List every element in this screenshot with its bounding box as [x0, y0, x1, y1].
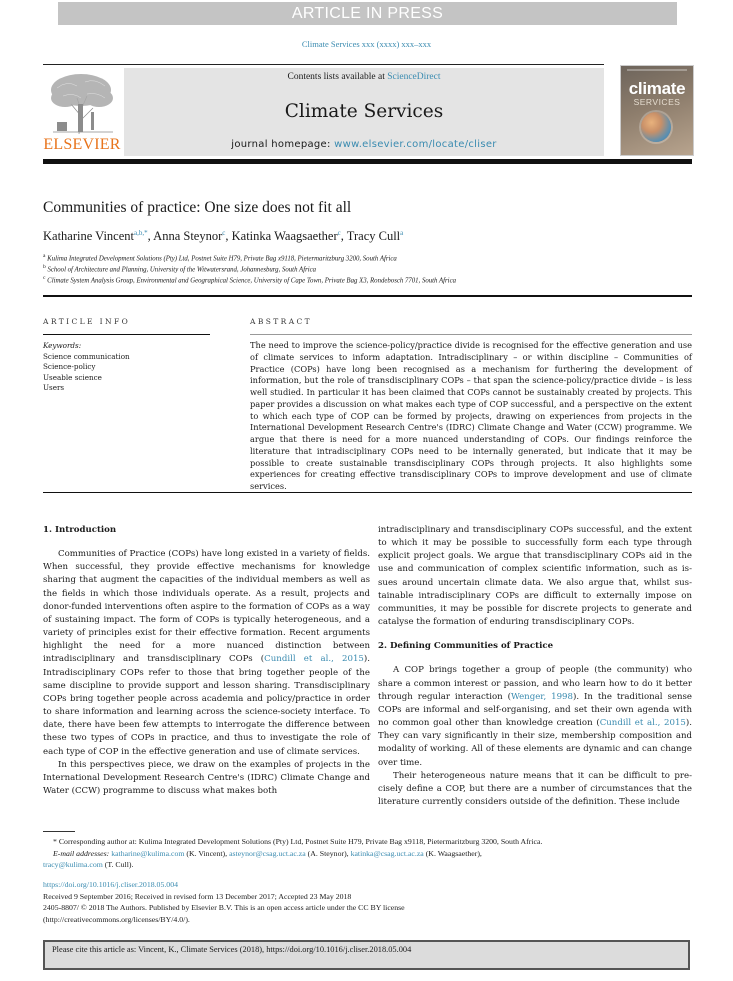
author-list	[43, 229, 403, 244]
body-column-left	[43, 524, 370, 798]
journal-cover-image[interactable]	[620, 65, 694, 156]
cover-title: climate	[628, 79, 686, 98]
journal-homepage-link[interactable]: www.elsevier.com/locate/cliser	[334, 139, 497, 150]
keyword: Science-policy	[43, 362, 96, 372]
contents-prefix: Contents lists available at	[287, 72, 388, 82]
footnote-rule	[43, 831, 75, 832]
paragraph: Their heterogeneous nature means that it can be difficult to precisely define a COP, but there are a number of circumstances that the literature currently considers outside of the definition. These include	[378, 770, 692, 807]
journal-masthead	[124, 68, 604, 156]
corresponding-author-note: * Corresponding author at: Kulima Integrated Development Solutions (Pty) Ltd, Postnet Suite H79, Private Bag x9118, Pietermaritzburg 3200, South Africa.	[53, 837, 543, 846]
email-link[interactable]: katharine@kulima.com	[111, 848, 185, 858]
paragraph: Communities of Practice (COPs) have long existed in a variety of fields. When successful, they provide effective mechanisms for knowledge sharing that augment the capacities of the individual members as well as the fields in which those individuals operate. As a result, projects and donor-funded interventions often aspire to the formation of COPs as a way of sustaining impact. The form of COPs is typically heterogeneous, and a variety of principles exist for their effective formation. Recent arguments highlight the need for a more nuanced distinction between intradisciplinary and transdisciplinary COPs (Cundill et al., 2015). Intradisciplinary COPs refer to those that bring together people of the same discipline to provide support and lesson sharing. Transdisciplinary COPs bring together people across academia and policy/practice in order to share information and learning across the science-society interface. To date, there have been few attempts to interrogate the difference between these two types of COPs in practice, and thus to investigate the role of each type of COP in the effective generation and use of climate services.	[43, 549, 370, 757]
elsevier-wordmark: ELSEVIER	[43, 136, 121, 153]
article-info-rule	[43, 334, 210, 335]
keyword: Users	[43, 383, 65, 393]
section-heading: 1. Introduction	[43, 525, 117, 535]
author[interactable]: Anna Steynor$^c$,	[153, 228, 232, 243]
paragraph: A COP brings together a group of people (the community) who share a common interest or passion, and who learn how to do it better through regular interaction (Wenger, 1998). In the traditional sense COPs are informal and self-organising, and set their own agenda with no common goal other than knowledge creation (Cundill et al., 2015). They can vary significantly in their size, membership composition and modality of working. All of these elements are dynamic and can change over time.	[378, 665, 692, 768]
globe-icon	[641, 112, 671, 142]
abstract-heading: ABSTRACT	[250, 317, 313, 326]
author[interactable]: Tracy Cull$^a$	[346, 228, 404, 243]
publication-info	[43, 879, 692, 925]
article-in-press-banner: ARTICLE IN PRESS	[58, 2, 677, 25]
author[interactable]: Katharine Vincent$^{a,b,*}$,	[43, 228, 154, 243]
cover-subtitle: SERVICES	[633, 97, 681, 107]
abstract-text: The need to improve the science-policy/practice divide is recognised for the effective generation and use of climate services to inform adaptation. Intradisciplinary – or within discipline – Communities of Practice (COPs) have long been recognised as a mechanism for furthering the development of information, but the role of transdisciplinary COPs – that span the science-policy/practice divide – is less well studied. In particular it has been claimed that COPs cannot be sustainably created by projects. This paper provides a discussion on what makes each type of COP successful, and a perspective on the extent to which each type of COP can be formed by projects, drawing on experiences from projects in the International Development Research Centre's (IDRC) Climate Change and Water (CCW) programme. We argue that there is need for a more nuanced understanding of COPs. Our findings reinforce the literature that intradisciplinary COPs need to be internally generated, but indicate that it may be possible to create sustainable transdisciplinary COPs through projects. It also highlights some experiences for creating effective transdisciplinary COPs to improve development and use of climate services.	[250, 340, 692, 491]
keyword: Useable science	[43, 372, 102, 382]
email-link[interactable]: tracy@kulima.com	[43, 860, 103, 869]
affiliation: $^b$ School of Architecture and Planning, University of the Witwatersrand, Johannesburg, South Africa	[43, 264, 317, 274]
article-info-heading: ARTICLE INFO	[43, 317, 131, 326]
section-rule	[43, 295, 692, 297]
license-url: (http://creativecommons.org/licenses/BY/4.0/).	[43, 914, 190, 924]
section-rule	[43, 492, 692, 493]
homepage-prefix: journal homepage:	[231, 139, 335, 150]
cover-top-strip	[627, 69, 687, 71]
license-text: 2405-8807/ © 2018 The Authors. Published by Elsevier B.V. This is an open access article under the CC BY license	[43, 903, 405, 912]
received-dates: Received 9 September 2016; Received in revised form 13 December 2017; Accepted 23 May 2018	[43, 891, 352, 901]
citation-box	[43, 940, 690, 970]
citation-link[interactable]: Cundill et al., 2015	[599, 718, 686, 729]
email-addresses: E-mail addresses: katharine@kulima.com (K. Vincent), asteynor@csag.uct.ac.za (A. Steynor), katinka@csag.uct.ac.za (K. Waagsaether),	[53, 848, 482, 858]
contents-line	[124, 72, 604, 82]
email-link[interactable]: asteynor@csag.uct.ac.za	[229, 848, 306, 858]
paragraph: In this perspectives piece, we draw on the examples of projects in the International Development Research Centre's (IDRC) Climate Change and Water (CCW) programme to discuss what makes both	[43, 759, 370, 796]
keywords-block	[43, 341, 130, 394]
citation-text: Please cite this article as: Vincent, K., Climate Services (2018), https://doi.org/10.1016/j.cliser.2018.05.004	[52, 945, 412, 954]
journal-reference[interactable]: Climate Services xxx (xxxx) xxx–xxx	[301, 39, 432, 49]
elsevier-tree-icon	[43, 70, 121, 136]
journal-name: Climate Services	[284, 101, 444, 122]
affiliation: $^a$ Kulima Integrated Development Solutions (Pty) Ltd, Postnet Suite H79, Private Bag x9118, Pietermaritzburg 3200, South Africa	[43, 253, 397, 263]
header-top-rule	[43, 64, 604, 65]
citation-link[interactable]: Wenger, 1998	[510, 691, 573, 702]
email-link[interactable]: katinka@csag.uct.ac.za	[350, 848, 424, 858]
footnotes	[43, 836, 692, 871]
keyword: Science communication	[43, 351, 130, 361]
affiliation: $^c$ Climate System Analysis Group, Environmental and Geographical Science, University of Cape Town, Private Bag X3, Rondebosch 7701, South Africa	[43, 275, 456, 285]
elsevier-logo[interactable]	[43, 70, 121, 154]
header-thick-rule	[43, 159, 692, 164]
email-addresses-cont: tracy@kulima.com (T. Cull).	[43, 860, 134, 869]
citation-link[interactable]: Cundill et al., 2015	[264, 654, 364, 665]
homepage-line	[124, 139, 604, 150]
paragraph: intradisciplinary and transdisciplinary COPs successful, and the extent to which it may be possible to successfully form each type through explicit project goals. We argue that transdisciplinary COPs aid in the use and communication of complex scientific information, such as issues around uncertain climate data. We also argue that, whilst sustainable intradisciplinary COPs are difficult to externally impose on communities, it may be possible for discrete projects to generate and catalyse the formation of enduring transdisciplinary COPs.	[378, 525, 692, 628]
body-column-right	[378, 524, 692, 809]
sciencedirect-link[interactable]: ScienceDirect	[387, 72, 441, 82]
author[interactable]: Katinka Waagsaether$^c$,	[231, 228, 347, 243]
article-title: Communities of practice: One size does not fit all	[43, 199, 352, 216]
section-heading: 2. Defining Communities of Practice	[378, 641, 554, 652]
doi-link[interactable]: https://doi.org/10.1016/j.cliser.2018.05.004	[43, 880, 179, 889]
keywords-label: Keywords:	[43, 341, 82, 350]
abstract-rule	[250, 334, 692, 335]
